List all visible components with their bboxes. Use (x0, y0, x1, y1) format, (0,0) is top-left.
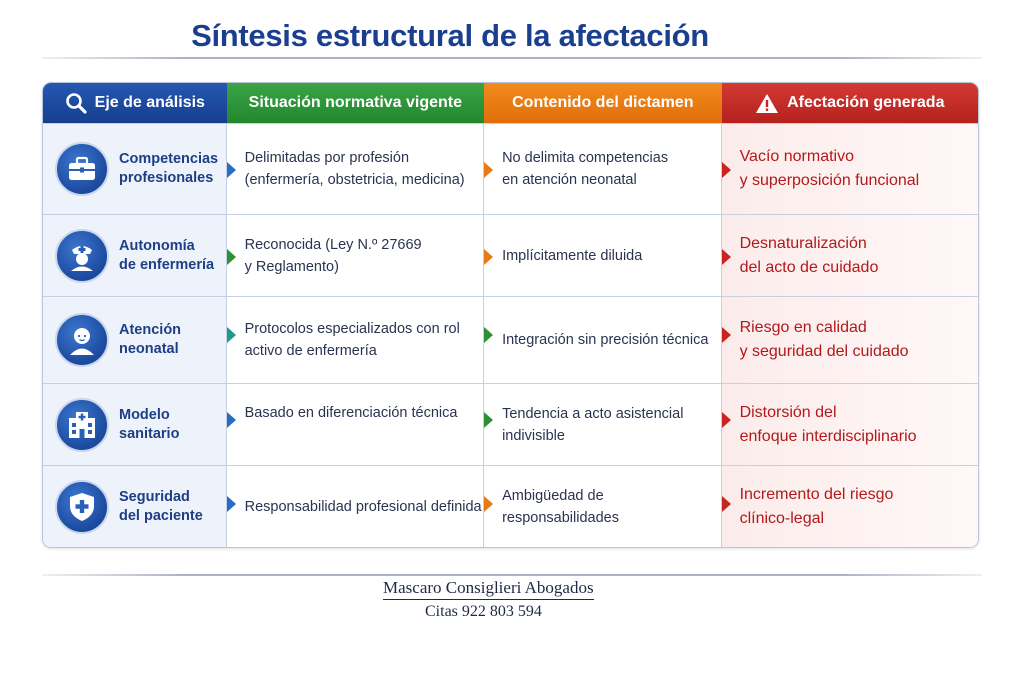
dictamen-text: Implícitamente diluida (502, 247, 643, 264)
afectacion-text: Riesgo en calidad y seguridad del cuidado (739, 319, 909, 360)
normativa-cell (227, 215, 484, 296)
bottom-divider (42, 574, 982, 576)
normativa-text: Responsabilidad profesional definida (244, 498, 482, 515)
warning-icon (755, 93, 779, 114)
normativa-cell (227, 124, 484, 214)
dictamen-cell (484, 297, 722, 383)
arrow-marker (484, 249, 493, 265)
normativa-text: Basado en diferenciación técnica (244, 405, 458, 421)
afectacion-text: Incremento del riesgo clínico-legal (739, 485, 894, 527)
table-header (43, 83, 978, 123)
table-row (43, 383, 978, 465)
axis-label: Autonomía de enfermería (119, 237, 215, 273)
top-divider (42, 57, 982, 59)
arrow-marker (484, 327, 493, 343)
dictamen-cell (484, 466, 722, 547)
dictamen-cell (484, 384, 722, 465)
header-eje (43, 83, 227, 123)
table-row (43, 214, 978, 296)
afectacion-cell (722, 215, 978, 296)
normativa-text: Delimitadas por profesión (enfermería, obstetricia, medicina) (244, 150, 465, 188)
axis-label: Atención neonatal (119, 322, 182, 357)
briefcase-icon (55, 142, 109, 196)
arrow-marker (722, 496, 731, 512)
dictamen-text: Integración sin precisión técnica (502, 332, 709, 348)
axis-label: Competencias profesionales (119, 151, 219, 186)
synthesis-table (42, 82, 979, 548)
afectacion-cell (722, 297, 978, 383)
normativa-cell (227, 466, 484, 547)
header-afectacion-label: Afectación generada (787, 94, 945, 111)
header-dictamen (484, 83, 721, 123)
header-dictamen-label: Contenido del dictamen (512, 94, 694, 111)
header-afectacion (722, 83, 978, 123)
page-title: Síntesis estructural de la afectación (191, 18, 709, 53)
table-row (43, 296, 978, 383)
arrow-marker (484, 162, 493, 178)
arrow-marker (484, 412, 493, 428)
axis-cell (43, 215, 227, 296)
header-normativa (227, 83, 484, 123)
afectacion-text: Distorsión del enfoque interdisciplinario (739, 403, 917, 445)
hospital-icon (55, 398, 109, 452)
search-icon (65, 92, 87, 114)
baby-icon (55, 313, 109, 367)
axis-label: Seguridad del paciente (119, 488, 203, 524)
table-row (43, 465, 978, 547)
dictamen-text: Tendencia a acto asistencial indivisible (502, 405, 684, 444)
dictamen-text: Ambigüedad de responsabilidades (502, 487, 619, 526)
contact-info: Citas 922 803 594 (425, 603, 542, 620)
normativa-cell (227, 384, 484, 465)
shield-cross-icon (55, 480, 109, 534)
header-normativa-label: Situación normativa vigente (248, 94, 463, 111)
normativa-text: Protocolos especializados con rol activo de enfermería (244, 321, 460, 359)
arrow-marker (227, 327, 236, 343)
afectacion-cell (722, 384, 978, 465)
axis-cell (43, 124, 227, 214)
afectacion-cell (722, 466, 978, 547)
arrow-marker (227, 412, 236, 428)
firm-name: Mascaro Consiglieri Abogados (383, 578, 594, 600)
dictamen-cell (484, 124, 722, 214)
table-row (43, 123, 978, 214)
axis-cell (43, 297, 227, 383)
arrow-marker (722, 327, 731, 343)
arrow-marker (484, 496, 493, 512)
arrow-marker (227, 162, 236, 178)
dictamen-text: No delimita competencias en atención neonatal (502, 150, 669, 188)
header-eje-label: Eje de análisis (94, 94, 205, 111)
afectacion-text: Vacío normativo y superposición funcional (739, 148, 920, 189)
axis-cell (43, 384, 227, 465)
nurse-icon (55, 229, 109, 283)
axis-label: Modelo sanitario (119, 406, 180, 442)
arrow-marker (722, 249, 731, 265)
arrow-marker (227, 249, 236, 265)
afectacion-cell (722, 124, 978, 214)
arrow-marker (227, 496, 236, 512)
arrow-marker (722, 162, 731, 178)
normativa-text: Reconocida (Ley N.º 27669 y Reglamento) (244, 236, 422, 275)
dictamen-cell (484, 215, 722, 296)
axis-cell (43, 466, 227, 547)
arrow-marker (722, 412, 731, 428)
normativa-cell (227, 297, 484, 383)
afectacion-text: Desnaturalización del acto de cuidado (739, 234, 879, 276)
